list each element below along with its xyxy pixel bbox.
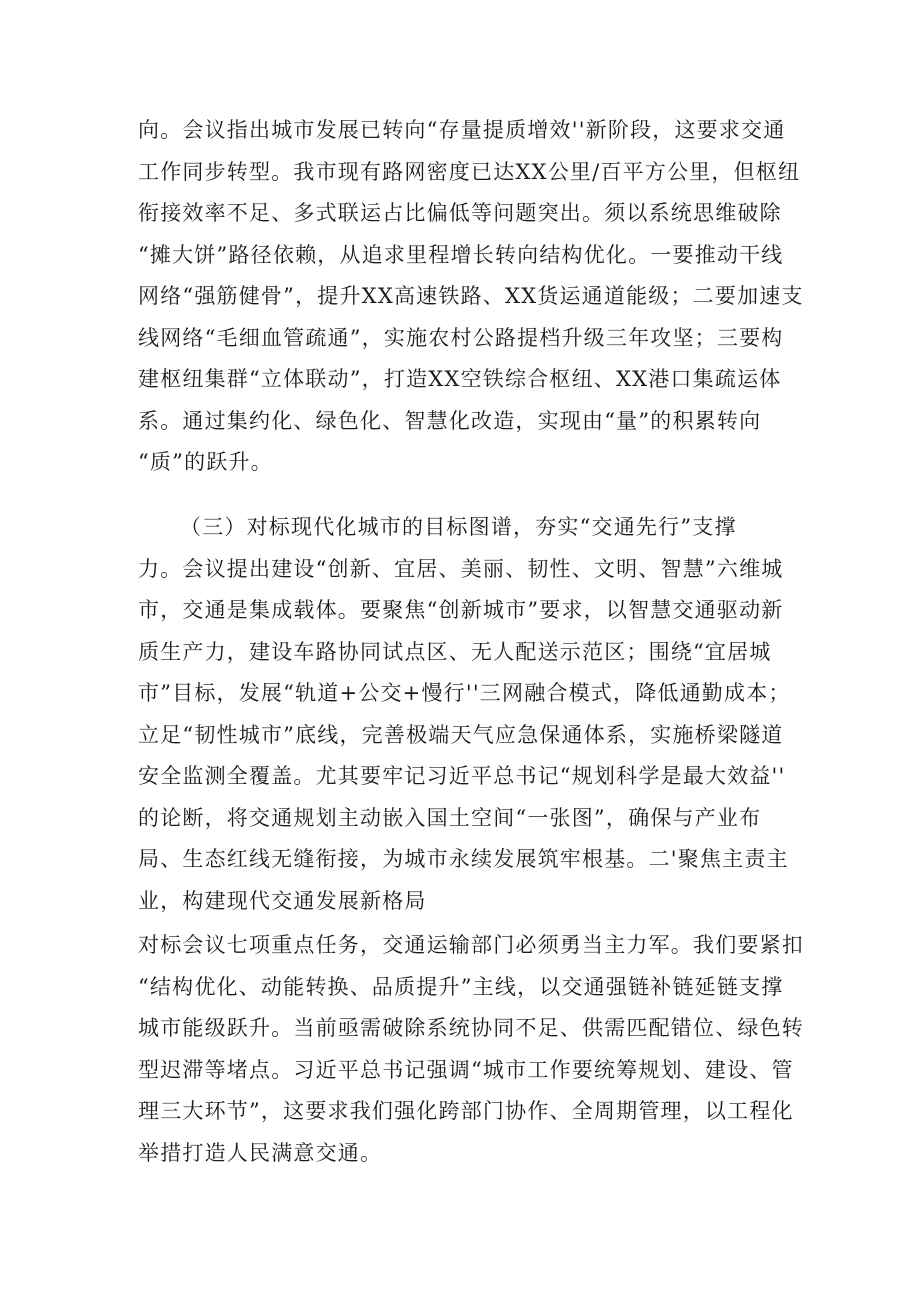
text-line: 局、生态红线无缝衔接，为城市永续发展筑牢根基。二'聚焦主责主 (138, 847, 789, 871)
text-line: 对标会议七项重点任务，交通运输部门必须勇当主力军。我们要紧扣 (138, 933, 804, 957)
text-line: 力。会议提出建设“创新、宜居、美丽、韧性、文明、智慧”六维城 (138, 556, 784, 581)
text-line: “结构优化、动能转换、品质提升”主线，以交通强链补链延链支撑 (138, 974, 784, 999)
text-line: 向。会议指出城市发展已转向“存量提质增效''新阶段，这要求交通 (138, 118, 786, 142)
text-line: 系。通过集约化、绿色化、智慧化改造，实现由“量”的积累转向 (138, 408, 762, 433)
text-line: 质生产力，建设车路协同试点区、无人配送示范区；围绕“宜居城 (138, 639, 772, 664)
text-line: 网络“强筋健骨”，提升XX高速铁路、XX货运通道能级；二要加速支 (138, 284, 804, 308)
text-line: 建枢纽集群“立体联动”，打造XX空铁综合枢纽、XX港口集疏运体 (138, 367, 782, 391)
text-line: 举措打造人民满意交通。 (138, 1140, 383, 1165)
text-line: 的论断，将交通规划主动嵌入国土空间“一张图”，确保与产业布 (138, 805, 762, 830)
text-line: 立足“韧性城市”底线，完善极端天气应急保通体系，实施桥梁隧道 (138, 722, 784, 747)
paragraph-key-tasks (138, 925, 804, 1174)
paragraph-modern-city-goals (138, 507, 791, 922)
text-line: 理三大环节”，这要求我们强化跨部门协作、全周期管理，以工程化 (138, 1099, 794, 1123)
section-heading-line: 业，构建现代交通发展新格局 (138, 888, 427, 913)
text-line: 工作同步转型。我市现有路网密度已达XX公里/百平方公里，但枢纽 (138, 159, 801, 184)
text-line: 市”目标，发展“轨道+公交+慢行''三网融合模式，降低通勤成本； (138, 681, 791, 705)
text-line: 市，交通是集成载体。要聚焦“创新城市”要求，以智慧交通驱动新 (138, 598, 784, 622)
paragraph-structure-optimization (138, 110, 804, 484)
text-line: “摊大饼”路径依赖，从追求里程增长转向结构优化。一要推动干线 (138, 242, 784, 267)
section-heading-line: （三）对标现代化城市的目标图谱，夯实“交通先行”支撑 (180, 515, 737, 539)
text-line: 线网络“毛细血管疏通”，实施农村公路提档升级三年攻坚；三要构 (138, 325, 784, 350)
text-line: “质”的跃升。 (138, 450, 273, 474)
text-line: 衔接效率不足、多式联运占比偏低等问题突出。须以系统思维破除 (138, 201, 782, 225)
text-line: 城市能级跃升。当前亟需破除系统协同不足、供需匹配错位、绿色转 (138, 1016, 804, 1040)
text-line: 型迟滞等堵点。习近平总书记强调“城市工作要统筹规划、建设、管 (138, 1057, 794, 1082)
text-line: 安全监测全覆盖。尤其要牢记习近平总书记“规划科学是最大效益'' (138, 764, 786, 788)
